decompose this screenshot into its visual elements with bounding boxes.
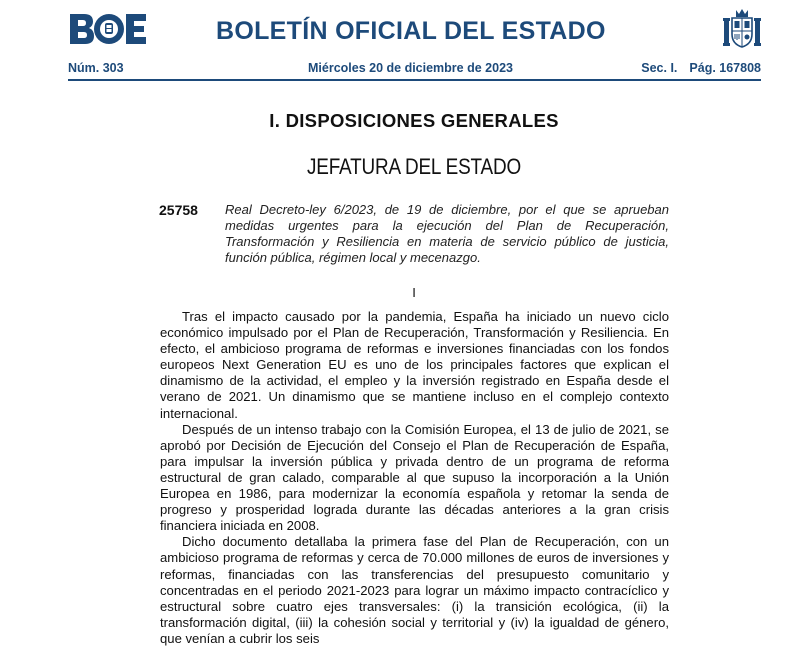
chapter-number: I bbox=[412, 285, 416, 300]
gazette-title: BOLETÍN OFICIAL DEL ESTADO bbox=[216, 17, 606, 45]
issue-number: Núm. 303 bbox=[68, 61, 124, 75]
issue-date: Miércoles 20 de diciembre de 2023 bbox=[308, 61, 513, 75]
section-heading: I. DISPOSICIONES GENERALES bbox=[269, 110, 559, 131]
paragraph: Dicho documento detallaba la primera fase del Plan de Recuperación, con un ambicioso programa de reformas y cerca de 70.000 millones de euros de inversiones y reformas, financiadas con las transferencias del presupuesto comunitario y concentradas en el periodo 2021-2023 para lograr un máximo impacto contracíclico y estructural sobre cuatro ejes transversales: (i) la transición ecológica, (ii) la transformación digital, (iii) la cohesión social y territorial y (iv) la igualdad de género, que venían a cubrir los seis bbox=[160, 534, 669, 646]
boe-logo-icon bbox=[68, 12, 148, 46]
page-number: Pág. 167808 bbox=[689, 61, 761, 75]
section-page bbox=[641, 61, 761, 75]
paragraph: Después de un intenso trabajo con la Comisión Europea, el 13 de julio de 2021, se aprobó por Decisión de Ejecución del Consejo el Plan de Recuperación de España, para impulsar la inversión pública y privada dentro de un programa de reforma estructural de gran calado, comparable al que supuso la incorporación a la Unión Europea en 1986, para modernizar la economía española y retomar la senda de progreso y prosperidad lograda durante las décadas anteriores a la gran crisis financiera iniciada en 2008. bbox=[160, 421, 669, 534]
organization-heading: JEFATURA DEL ESTADO bbox=[306, 154, 522, 179]
issue-meta-row bbox=[68, 61, 761, 79]
header-rule bbox=[68, 79, 761, 81]
document-title: Real Decreto-ley 6/2023, de 19 de diciembre, por el que se aprueban medidas urgentes para la ejecución del Plan de Recuperación, Transformación y Resiliencia en materia de servicio público de justicia, función pública, régimen local y mecenazgo. bbox=[225, 202, 669, 265]
paragraph: Tras el impacto causado por la pandemia, España ha iniciado un nuevo ciclo económico impulsado por el Plan de Recuperación, Transformación y Resiliencia. En efecto, el ambicioso programa de reformas e inversiones financiadas con los fondos europeos Next Generation EU es uno de los principales factores que explican el dinamismo de la actividad, el empleo y la inversión registrado en España desde el verano de 2021. Un dinamismo que se mantiene incluso en el complejo contexto internacional. bbox=[160, 309, 669, 421]
document-number: 25758 bbox=[159, 202, 198, 218]
section-label: Sec. I. bbox=[641, 61, 678, 75]
boe-logo bbox=[68, 12, 148, 46]
coat-of-arms-icon bbox=[722, 8, 762, 50]
document-body bbox=[160, 309, 669, 647]
page-header bbox=[0, 0, 798, 75]
